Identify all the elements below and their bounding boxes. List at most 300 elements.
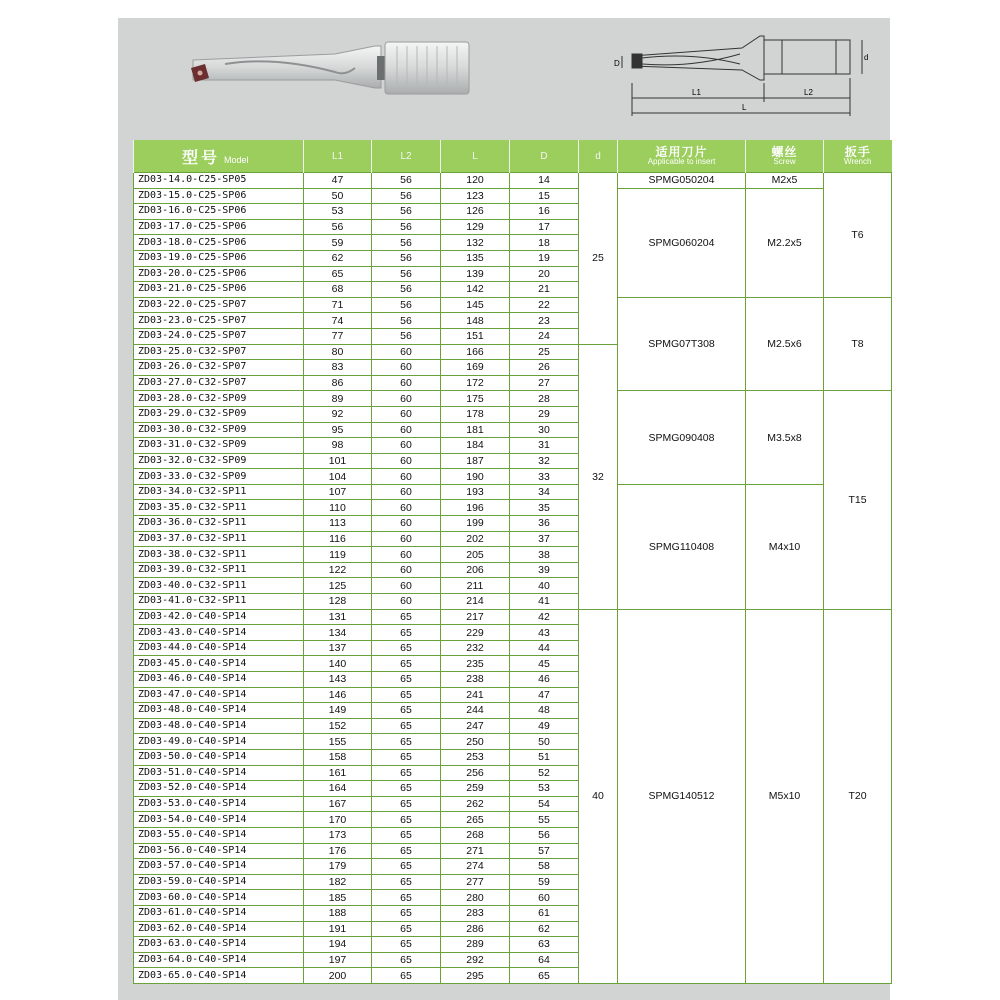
cell-D: 46 [510,672,579,688]
cell-l1: 137 [304,640,372,656]
cell-model: ZD03-50.0-C40-SP14 [134,749,304,765]
cell-D: 26 [510,360,579,376]
cell-l1: 95 [304,422,372,438]
cell-l2: 60 [372,547,441,563]
cell-l2: 65 [372,905,441,921]
cell-l: 262 [441,796,510,812]
cell-model: ZD03-15.0-C25-SP06 [134,188,304,204]
cell-screw: M4x10 [746,484,824,609]
cell-l1: 56 [304,219,372,235]
cell-l: 175 [441,391,510,407]
cell-model: ZD03-43.0-C40-SP14 [134,625,304,641]
cell-l1: 47 [304,173,372,189]
cell-l2: 60 [372,594,441,610]
table-row [134,173,892,189]
cell-l2: 65 [372,656,441,672]
cell-model: ZD03-42.0-C40-SP14 [134,609,304,625]
cell-l1: 191 [304,921,372,937]
cell-l1: 131 [304,609,372,625]
cell-model: ZD03-52.0-C40-SP14 [134,781,304,797]
cell-model: ZD03-18.0-C25-SP06 [134,235,304,251]
cell-l: 214 [441,594,510,610]
cell-D: 15 [510,188,579,204]
cell-l: 238 [441,672,510,688]
cell-model: ZD03-34.0-C32-SP11 [134,484,304,500]
cell-l1: 68 [304,282,372,298]
cell-model: ZD03-47.0-C40-SP14 [134,687,304,703]
cell-l: 253 [441,749,510,765]
header-insert-en: Applicable to insert [647,157,716,167]
diagram-label-L: L [742,103,747,112]
cell-l1: 179 [304,859,372,875]
cell-l2: 65 [372,718,441,734]
cell-screw: M3.5x8 [746,391,824,485]
cell-l1: 143 [304,672,372,688]
cell-D: 35 [510,500,579,516]
cell-l: 123 [441,188,510,204]
cell-D: 64 [510,952,579,968]
cell-wrench: T15 [824,391,892,609]
cell-d: 40 [579,609,618,983]
cell-l2: 65 [372,781,441,797]
cell-l: 169 [441,360,510,376]
diagram-label-L2: L2 [804,88,813,97]
cell-model: ZD03-55.0-C40-SP14 [134,827,304,843]
cell-model: ZD03-20.0-C25-SP06 [134,266,304,282]
cell-l: 247 [441,718,510,734]
spec-table-container [133,140,892,984]
cell-l1: 173 [304,827,372,843]
cell-l: 280 [441,890,510,906]
cell-l2: 65 [372,921,441,937]
cell-l1: 62 [304,250,372,266]
cell-d: 32 [579,344,618,609]
cell-l2: 56 [372,313,441,329]
cell-l: 190 [441,469,510,485]
cell-l1: 164 [304,781,372,797]
cell-l2: 65 [372,890,441,906]
cell-l1: 50 [304,188,372,204]
cell-insert: SPMG090408 [618,391,746,485]
cell-l2: 65 [372,859,441,875]
cell-l2: 65 [372,968,441,984]
cell-l1: 149 [304,703,372,719]
cell-l: 151 [441,328,510,344]
table-row [134,609,892,625]
cell-model: ZD03-56.0-C40-SP14 [134,843,304,859]
cell-l: 232 [441,640,510,656]
cell-l: 148 [441,313,510,329]
cell-screw: M2.5x6 [746,297,824,391]
cell-l2: 60 [372,578,441,594]
cell-l2: 65 [372,640,441,656]
cell-model: ZD03-22.0-C25-SP07 [134,297,304,313]
cell-D: 44 [510,640,579,656]
cell-model: ZD03-53.0-C40-SP14 [134,796,304,812]
cell-l1: 161 [304,765,372,781]
cell-l: 259 [441,781,510,797]
cell-l2: 65 [372,749,441,765]
cell-model: ZD03-26.0-C32-SP07 [134,360,304,376]
cell-D: 34 [510,484,579,500]
cell-l2: 65 [372,874,441,890]
table-body [134,173,892,984]
table-row [134,391,892,407]
cell-l2: 60 [372,516,441,532]
cell-l1: 59 [304,235,372,251]
cell-model: ZD03-40.0-C32-SP11 [134,578,304,594]
cell-l2: 65 [372,703,441,719]
cell-D: 60 [510,890,579,906]
cell-screw: M2x5 [746,173,824,189]
cell-model: ZD03-30.0-C32-SP09 [134,422,304,438]
cell-l: 166 [441,344,510,360]
cell-D: 23 [510,313,579,329]
cell-model: ZD03-63.0-C40-SP14 [134,937,304,953]
cell-l: 120 [441,173,510,189]
cell-l1: 104 [304,469,372,485]
cell-l1: 128 [304,594,372,610]
cell-insert: SPMG060204 [618,188,746,297]
cell-l: 211 [441,578,510,594]
header-d: d [579,140,618,173]
cell-model: ZD03-65.0-C40-SP14 [134,968,304,984]
cell-l1: 113 [304,516,372,532]
cell-l2: 60 [372,438,441,454]
cell-l2: 65 [372,827,441,843]
cell-D: 48 [510,703,579,719]
cell-D: 61 [510,905,579,921]
cell-D: 49 [510,718,579,734]
cell-model: ZD03-62.0-C40-SP14 [134,921,304,937]
cell-l: 187 [441,453,510,469]
cell-l2: 60 [372,391,441,407]
cell-D: 21 [510,282,579,298]
cell-D: 22 [510,297,579,313]
cell-l: 295 [441,968,510,984]
cell-l: 241 [441,687,510,703]
header-model-cn: 型号 [182,149,221,167]
table-row [134,297,892,313]
cell-l2: 56 [372,297,441,313]
cell-l: 256 [441,765,510,781]
diagram-label-d: d [864,53,869,62]
drill-photo [185,28,485,108]
header-l1: L1 [304,140,372,173]
cell-model: ZD03-41.0-C32-SP11 [134,594,304,610]
cell-insert: SPMG07T308 [618,297,746,391]
cell-screw: M2.2x5 [746,188,824,297]
cell-model: ZD03-23.0-C25-SP07 [134,313,304,329]
cell-l1: 77 [304,328,372,344]
cell-l1: 116 [304,531,372,547]
cell-model: ZD03-16.0-C25-SP06 [134,204,304,220]
cell-l2: 56 [372,250,441,266]
cell-wrench: T8 [824,297,892,391]
cell-D: 62 [510,921,579,937]
cell-l2: 65 [372,765,441,781]
cell-D: 40 [510,578,579,594]
cell-D: 51 [510,749,579,765]
cell-model: ZD03-27.0-C32-SP07 [134,375,304,391]
cell-l2: 56 [372,219,441,235]
cell-D: 24 [510,328,579,344]
cell-screw: M5x10 [746,609,824,983]
cell-D: 29 [510,406,579,422]
cell-model: ZD03-60.0-C40-SP14 [134,890,304,906]
cell-l: 265 [441,812,510,828]
cell-model: ZD03-54.0-C40-SP14 [134,812,304,828]
cell-l: 217 [441,609,510,625]
cell-l1: 152 [304,718,372,734]
cell-l: 206 [441,562,510,578]
cell-D: 63 [510,937,579,953]
cell-D: 18 [510,235,579,251]
cell-insert: SPMG050204 [618,173,746,189]
cell-model: ZD03-49.0-C40-SP14 [134,734,304,750]
cell-l: 129 [441,219,510,235]
cell-D: 30 [510,422,579,438]
cell-l1: 71 [304,297,372,313]
cell-l2: 60 [372,469,441,485]
cell-l1: 53 [304,204,372,220]
cell-D: 14 [510,173,579,189]
cell-l1: 176 [304,843,372,859]
cell-l1: 119 [304,547,372,563]
cell-l: 229 [441,625,510,641]
cell-model: ZD03-46.0-C40-SP14 [134,672,304,688]
cell-model: ZD03-59.0-C40-SP14 [134,874,304,890]
cell-model: ZD03-61.0-C40-SP14 [134,905,304,921]
cell-l: 235 [441,656,510,672]
cell-l1: 98 [304,438,372,454]
header-model-en: Model [224,154,249,165]
header-wrench-en: Wrench [844,157,872,167]
cell-l2: 56 [372,204,441,220]
cell-D: 17 [510,219,579,235]
cell-l: 271 [441,843,510,859]
cell-l: 286 [441,921,510,937]
cell-l2: 56 [372,328,441,344]
cell-model: ZD03-28.0-C32-SP09 [134,391,304,407]
cell-l: 135 [441,250,510,266]
cell-model: ZD03-64.0-C40-SP14 [134,952,304,968]
header-wrench-cn: 扳手 [844,144,871,159]
cell-l1: 170 [304,812,372,828]
cell-l1: 182 [304,874,372,890]
cell-D: 59 [510,874,579,890]
cell-l2: 65 [372,625,441,641]
cell-model: ZD03-19.0-C25-SP06 [134,250,304,266]
cell-l2: 56 [372,282,441,298]
diagram-label-D: D [614,59,620,68]
header-model [134,140,304,173]
cell-l2: 65 [372,796,441,812]
header-wrench [824,140,892,173]
table-row [134,484,892,500]
cell-l1: 194 [304,937,372,953]
cell-D: 57 [510,843,579,859]
cell-l: 250 [441,734,510,750]
cell-l2: 60 [372,344,441,360]
cell-wrench: T6 [824,173,892,298]
cell-l: 274 [441,859,510,875]
cell-l2: 56 [372,266,441,282]
cell-l: 277 [441,874,510,890]
cell-D: 65 [510,968,579,984]
cell-l2: 60 [372,453,441,469]
cell-model: ZD03-29.0-C32-SP09 [134,406,304,422]
cell-l: 145 [441,297,510,313]
cell-l: 178 [441,406,510,422]
cell-l2: 60 [372,360,441,376]
cell-D: 16 [510,204,579,220]
cell-D: 36 [510,516,579,532]
cell-D: 52 [510,765,579,781]
cell-model: ZD03-39.0-C32-SP11 [134,562,304,578]
cell-l: 139 [441,266,510,282]
cell-l2: 60 [372,500,441,516]
cell-D: 43 [510,625,579,641]
cell-l1: 155 [304,734,372,750]
cell-D: 50 [510,734,579,750]
cell-l1: 107 [304,484,372,500]
cell-model: ZD03-48.0-C40-SP14 [134,703,304,719]
cell-l1: 83 [304,360,372,376]
cell-l: 132 [441,235,510,251]
cell-l: 181 [441,422,510,438]
cell-model: ZD03-31.0-C32-SP09 [134,438,304,454]
cell-l2: 65 [372,937,441,953]
cell-l1: 92 [304,406,372,422]
diagram-label-L1: L1 [692,88,701,97]
cell-wrench: T20 [824,609,892,983]
cell-D: 41 [510,594,579,610]
header-screw [746,140,824,173]
cell-l2: 60 [372,375,441,391]
cell-l2: 65 [372,952,441,968]
cell-l2: 65 [372,812,441,828]
header-insert-cn: 适用刀片 [655,144,708,159]
cell-l2: 65 [372,843,441,859]
cell-l: 172 [441,375,510,391]
cell-D: 53 [510,781,579,797]
cell-l1: 134 [304,625,372,641]
cell-insert: SPMG140512 [618,609,746,983]
cell-l1: 188 [304,905,372,921]
cell-l1: 200 [304,968,372,984]
cell-l2: 65 [372,609,441,625]
cell-l2: 60 [372,406,441,422]
cell-model: ZD03-38.0-C32-SP11 [134,547,304,563]
cell-l2: 60 [372,422,441,438]
cell-D: 55 [510,812,579,828]
cell-D: 37 [510,531,579,547]
cell-model: ZD03-21.0-C25-SP06 [134,282,304,298]
cell-model: ZD03-45.0-C40-SP14 [134,656,304,672]
cell-model: ZD03-24.0-C25-SP07 [134,328,304,344]
cell-model: ZD03-37.0-C32-SP11 [134,531,304,547]
cell-l1: 74 [304,313,372,329]
drill-dimension-diagram [612,28,872,123]
cell-l1: 101 [304,453,372,469]
cell-l2: 65 [372,687,441,703]
cell-D: 47 [510,687,579,703]
cell-model: ZD03-32.0-C32-SP09 [134,453,304,469]
cell-D: 31 [510,438,579,454]
cell-model: ZD03-48.0-C40-SP14 [134,718,304,734]
cell-l2: 56 [372,188,441,204]
cell-l1: 125 [304,578,372,594]
cell-l1: 110 [304,500,372,516]
spec-table [133,140,892,984]
cell-D: 28 [510,391,579,407]
cell-D: 56 [510,827,579,843]
cell-model: ZD03-17.0-C25-SP06 [134,219,304,235]
cell-l: 184 [441,438,510,454]
header-screw-en: Screw [773,157,796,167]
cell-D: 45 [510,656,579,672]
cell-model: ZD03-35.0-C32-SP11 [134,500,304,516]
header-screw-cn: 螺丝 [771,144,798,159]
cell-l1: 158 [304,749,372,765]
cell-l2: 60 [372,531,441,547]
cell-l1: 197 [304,952,372,968]
cell-l1: 185 [304,890,372,906]
cell-model: ZD03-57.0-C40-SP14 [134,859,304,875]
cell-l1: 146 [304,687,372,703]
cell-l: 193 [441,484,510,500]
cell-l: 292 [441,952,510,968]
cell-D: 39 [510,562,579,578]
cell-l1: 89 [304,391,372,407]
cell-l: 126 [441,204,510,220]
cell-l: 196 [441,500,510,516]
cell-d: 25 [579,173,618,345]
cell-model: ZD03-51.0-C40-SP14 [134,765,304,781]
cell-l: 142 [441,282,510,298]
cell-insert: SPMG110408 [618,484,746,609]
cell-l1: 65 [304,266,372,282]
cell-l: 289 [441,937,510,953]
cell-l: 268 [441,827,510,843]
cell-l1: 80 [304,344,372,360]
cell-l1: 167 [304,796,372,812]
cell-l1: 122 [304,562,372,578]
cell-D: 32 [510,453,579,469]
cell-D: 54 [510,796,579,812]
cell-l2: 65 [372,734,441,750]
cell-l2: 56 [372,173,441,189]
cell-l1: 86 [304,375,372,391]
header-l2: L2 [372,140,441,173]
cell-model: ZD03-25.0-C32-SP07 [134,344,304,360]
cell-D: 33 [510,469,579,485]
cell-model: ZD03-14.0-C25-SP05 [134,173,304,189]
cell-l: 205 [441,547,510,563]
cell-l: 283 [441,905,510,921]
cell-l2: 60 [372,484,441,500]
cell-model: ZD03-33.0-C32-SP09 [134,469,304,485]
cell-l2: 60 [372,562,441,578]
cell-D: 25 [510,344,579,360]
header-l: L [441,140,510,173]
header-D: D [510,140,579,173]
cell-D: 42 [510,609,579,625]
cell-model: ZD03-44.0-C40-SP14 [134,640,304,656]
table-row [134,188,892,204]
cell-D: 19 [510,250,579,266]
